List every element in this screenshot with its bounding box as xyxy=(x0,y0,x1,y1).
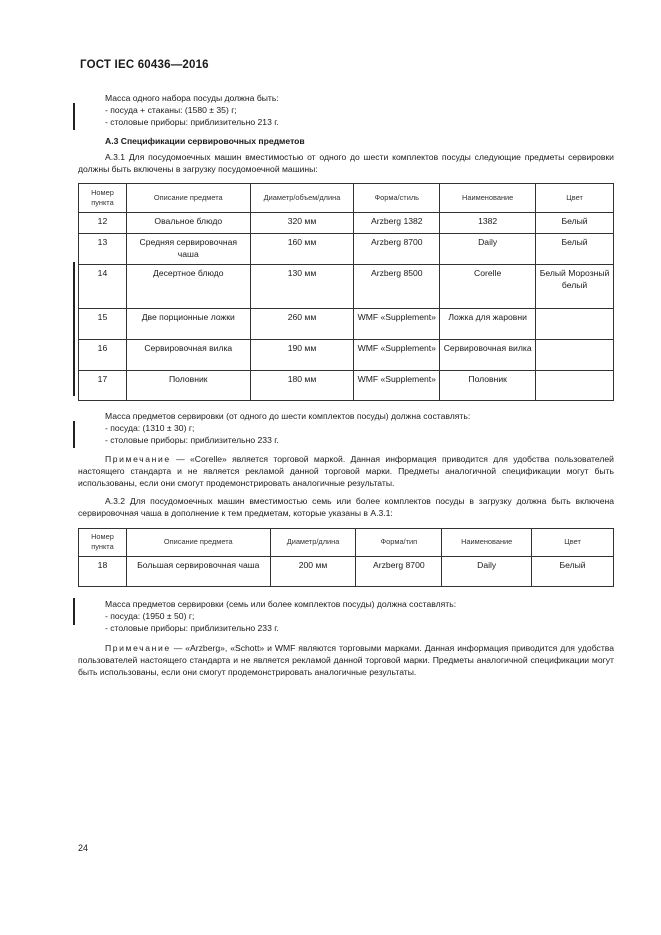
mass1-line-2: - посуда: (1310 ± 30) г; xyxy=(105,423,195,433)
table-row xyxy=(79,213,614,234)
mass1-line-1: Масса предметов сервировки (от одного до шести комплектов посуды) должна составлять: xyxy=(105,411,471,421)
column-header: Описание предмета xyxy=(126,529,270,557)
section-a32-paragraph: А.3.2 Для посудомоечных машин вместимостью семь или более комплектов посуды в загрузку должна быть включена сервировочная чаша в дополнение к тем предметам, которые указаны в А.3.1: xyxy=(78,496,614,519)
table-cell: Corelle xyxy=(440,265,536,309)
section-a31-paragraph: А.3.1 Для посудомоечных машин вместимостью от одного до шести комплектов посуды следующие предметы сервировки должны быть включены в загрузку посудомоечной машины: xyxy=(78,152,614,175)
table-cell: Овальное блюдо xyxy=(126,213,250,234)
table-cell: 1382 xyxy=(440,213,536,234)
mass2-line-2: - посуда: (1950 ± 50) г; xyxy=(105,611,195,621)
column-header: Номер пункта xyxy=(79,184,127,213)
change-bar xyxy=(73,598,75,625)
note-2 xyxy=(78,642,614,679)
table-cell: Белый Морозный белый xyxy=(536,265,614,309)
table-row xyxy=(79,309,614,340)
table-cell: 17 xyxy=(79,371,127,401)
table-row xyxy=(79,265,614,309)
column-header: Диаметр/объем/длина xyxy=(250,184,354,213)
table-cell: Половник xyxy=(440,371,536,401)
column-header: Наименование xyxy=(442,529,532,557)
table-cell: Половник xyxy=(126,371,250,401)
table-cell: 130 мм xyxy=(250,265,354,309)
serving-items-table-2 xyxy=(78,528,614,587)
table-cell: Десертное блюдо xyxy=(126,265,250,309)
serving-items-table-1 xyxy=(78,183,614,401)
table-cell: WMF «Supplement» xyxy=(354,309,440,340)
table-cell: Ложка для жаровни xyxy=(440,309,536,340)
table-header-row xyxy=(79,529,614,557)
table-cell: Arzberg 8700 xyxy=(356,557,442,587)
table-row xyxy=(79,340,614,371)
table-cell: Сервировочная вилка xyxy=(440,340,536,371)
table-cell: Daily xyxy=(440,234,536,265)
table-cell: Средняя сервировочная чаша xyxy=(126,234,250,265)
table-cell: Большая сервировочная чаша xyxy=(126,557,270,587)
mass2-line-3: - столовые приборы: приблизительно 233 г. xyxy=(105,623,279,633)
note-text: — «Corelle» является торговой маркой. Данная информация приводится для удобства пользователей настоящего стандарта и не является рекламой данной торговой марки. Предметы аналогичной спецификации могут быть использованы, если они смогут продемонстрировать аналогичные результаты. xyxy=(78,454,614,489)
table-cell: Arzberg 8500 xyxy=(354,265,440,309)
table-cell: 200 мм xyxy=(270,557,356,587)
change-bar xyxy=(73,103,75,130)
document-header: ГОСТ IEC 60436—2016 xyxy=(80,59,209,71)
section-a3-title: А.3 Спецификации сервировочных предметов xyxy=(105,136,305,146)
note-1 xyxy=(78,453,614,490)
table-cell: WMF «Supplement» xyxy=(354,371,440,401)
table-cell: Белый xyxy=(536,234,614,265)
column-header: Номер пункта xyxy=(79,529,127,557)
table-row xyxy=(79,557,614,587)
table-cell: Daily xyxy=(442,557,532,587)
table-cell: 180 мм xyxy=(250,371,354,401)
column-header: Наименование xyxy=(440,184,536,213)
column-header: Цвет xyxy=(532,529,614,557)
table-cell: WMF «Supplement» xyxy=(354,340,440,371)
table-cell: 190 мм xyxy=(250,340,354,371)
intro-line-2: - посуда + стаканы: (1580 ± 35) г; xyxy=(105,105,237,115)
mass1-line-3: - столовые приборы: приблизительно 233 г. xyxy=(105,435,279,445)
table-cell: Белый xyxy=(532,557,614,587)
column-header: Описание предмета xyxy=(126,184,250,213)
table-cell: Две порционные ложки xyxy=(126,309,250,340)
table-cell: 160 мм xyxy=(250,234,354,265)
table-cell xyxy=(536,371,614,401)
change-bar xyxy=(73,421,75,448)
column-header: Форма/стиль xyxy=(354,184,440,213)
table-cell: 320 мм xyxy=(250,213,354,234)
note-text: — «Arzberg», «Schott» и WMF являются торговыми марками. Данная информация приводится для удобства пользователей настоящего стандарта и не является рекламой данной торговой марки. Предметы аналогичной спецификации могут быть использованы, если они смогут продемонстрировать аналогичные результаты. xyxy=(78,643,614,678)
table-cell: 260 мм xyxy=(250,309,354,340)
table-cell: Сервировочная вилка xyxy=(126,340,250,371)
note-label: Примечание xyxy=(105,643,171,653)
mass2-line-1: Масса предметов сервировки (семь или более комплектов посуды) должна составлять: xyxy=(105,599,457,609)
table-cell: Arzberg 1382 xyxy=(354,213,440,234)
column-header: Цвет xyxy=(536,184,614,213)
column-header: Диаметр/длина xyxy=(270,529,356,557)
table-cell xyxy=(536,309,614,340)
table-header-row xyxy=(79,184,614,213)
table-cell: 18 xyxy=(79,557,127,587)
table-cell: 14 xyxy=(79,265,127,309)
table-cell: Arzberg 8700 xyxy=(354,234,440,265)
intro-line-3: - столовые приборы: приблизительно 213 г. xyxy=(105,117,279,127)
table-row xyxy=(79,371,614,401)
intro-line-1: Масса одного набора посуды должна быть: xyxy=(105,93,279,103)
column-header: Форма/тип xyxy=(356,529,442,557)
table-cell xyxy=(536,340,614,371)
table-cell: 12 xyxy=(79,213,127,234)
table-cell: 13 xyxy=(79,234,127,265)
table-cell: Белый xyxy=(536,213,614,234)
table-cell: 15 xyxy=(79,309,127,340)
table-row xyxy=(79,234,614,265)
change-bar xyxy=(73,262,75,396)
page-number: 24 xyxy=(78,843,89,853)
note-label: Примечание xyxy=(105,454,171,464)
table-cell: 16 xyxy=(79,340,127,371)
